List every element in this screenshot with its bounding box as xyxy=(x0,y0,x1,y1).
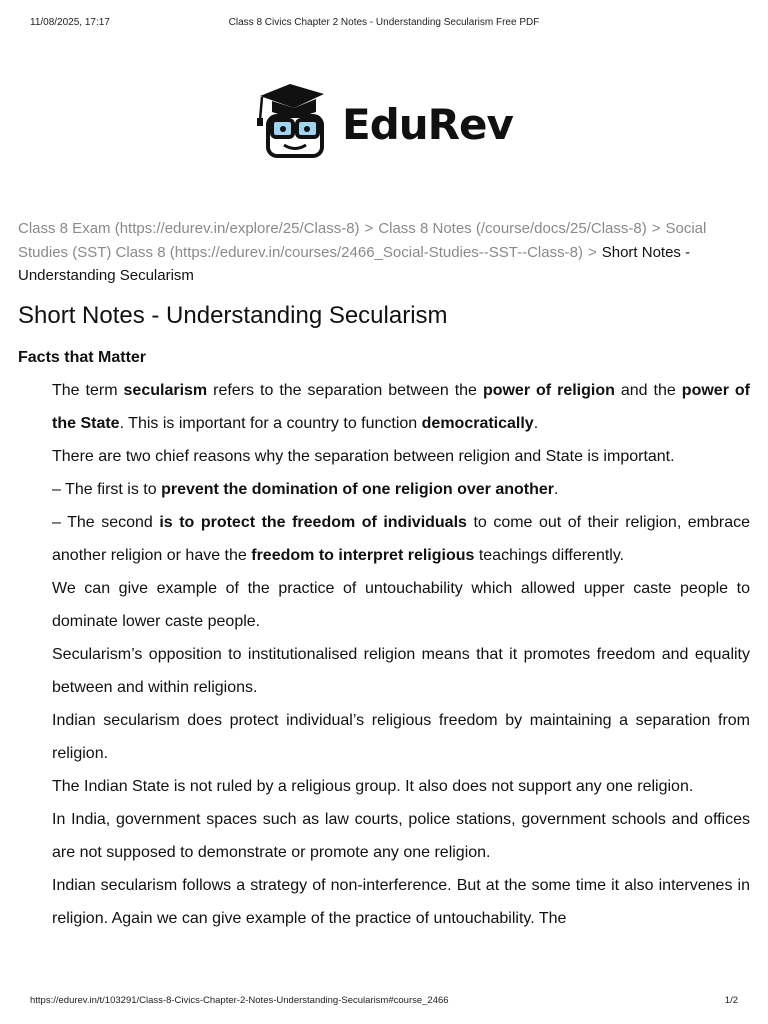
section-title: Facts that Matter xyxy=(18,349,147,366)
print-footer xyxy=(30,995,738,1009)
notes-content xyxy=(52,374,750,935)
breadcrumb-separator: > xyxy=(587,243,597,261)
paragraph-first-reason: – The first is to prevent the domination of one religion over another. xyxy=(52,481,559,498)
print-document-title: Class 8 Civics Chapter 2 Notes - Understanding Secularism Free PDF xyxy=(228,17,540,28)
breadcrumb-link-class-8-notes[interactable]: Class 8 Notes (/course/docs/25/Class-8) xyxy=(378,220,647,237)
breadcrumb xyxy=(18,217,738,288)
breadcrumb-current: Short Notes - Understanding Secularism xyxy=(18,243,691,284)
print-datetime: 11/08/2025, 17:17 xyxy=(30,17,110,28)
breadcrumb-link-class-8-exam[interactable]: Class 8 Exam (https://edurev.in/explore/25/Class-8) xyxy=(18,220,360,237)
paragraph-non-interference: Indian secularism follows a strategy of non-interference. But at the some time it also intervenes in religion. Again we can give example of the practice of untouchability. The xyxy=(52,877,750,927)
breadcrumb-link-social-studies[interactable]: Social Studies (SST) Class 8 (https://edurev.in/courses/2466_Social-Studies--SST--Class-8) xyxy=(18,220,707,261)
breadcrumb-separator: > xyxy=(364,220,374,237)
paragraph-religious-freedom: Indian secularism does protect individual’s religious freedom by maintaining a separation from religion. xyxy=(52,712,750,762)
paragraph-untouchability-example: We can give example of the practice of untouchability which allowed upper caste people to dominate lower caste people. xyxy=(52,580,750,630)
paragraph-government-spaces: In India, government spaces such as law courts, police stations, government schools and offices are not supposed to demonstrate or promote any one religion. xyxy=(52,811,750,861)
edurev-logo[interactable] xyxy=(240,70,532,174)
paragraph-two-reasons: There are two chief reasons why the separation between religion and State is important. xyxy=(52,448,675,465)
print-header xyxy=(30,17,738,31)
page-title: Short Notes - Understanding Secularism xyxy=(18,302,448,329)
graduation-cap-glasses-mascot-icon xyxy=(254,82,332,160)
paragraph-indian-state: The Indian State is not ruled by a religious group. It also does not support any one religion. xyxy=(52,778,694,795)
print-footer-url: https://edurev.in/t/103291/Class-8-Civics-Chapter-2-Notes-Understanding-Secularism#course_2466 xyxy=(30,995,449,1006)
paragraph-institutionalised-religion: Secularism’s opposition to institutionalised religion means that it promotes freedom and equality between and within religions. xyxy=(52,646,750,696)
paragraph-secularism-definition: The term secularism refers to the separation between the power of religion and the power of the State. This is important for a country to function democratically. xyxy=(52,382,750,432)
page-number: 1/2 xyxy=(724,995,738,1006)
logo-text: EduRev xyxy=(342,100,513,149)
breadcrumb-separator: > xyxy=(651,220,661,237)
paragraph-second-reason: – The second is to protect the freedom of individuals to come out of their religion, embrace another religion or have the freedom to interpret religious teachings differently. xyxy=(52,514,751,564)
